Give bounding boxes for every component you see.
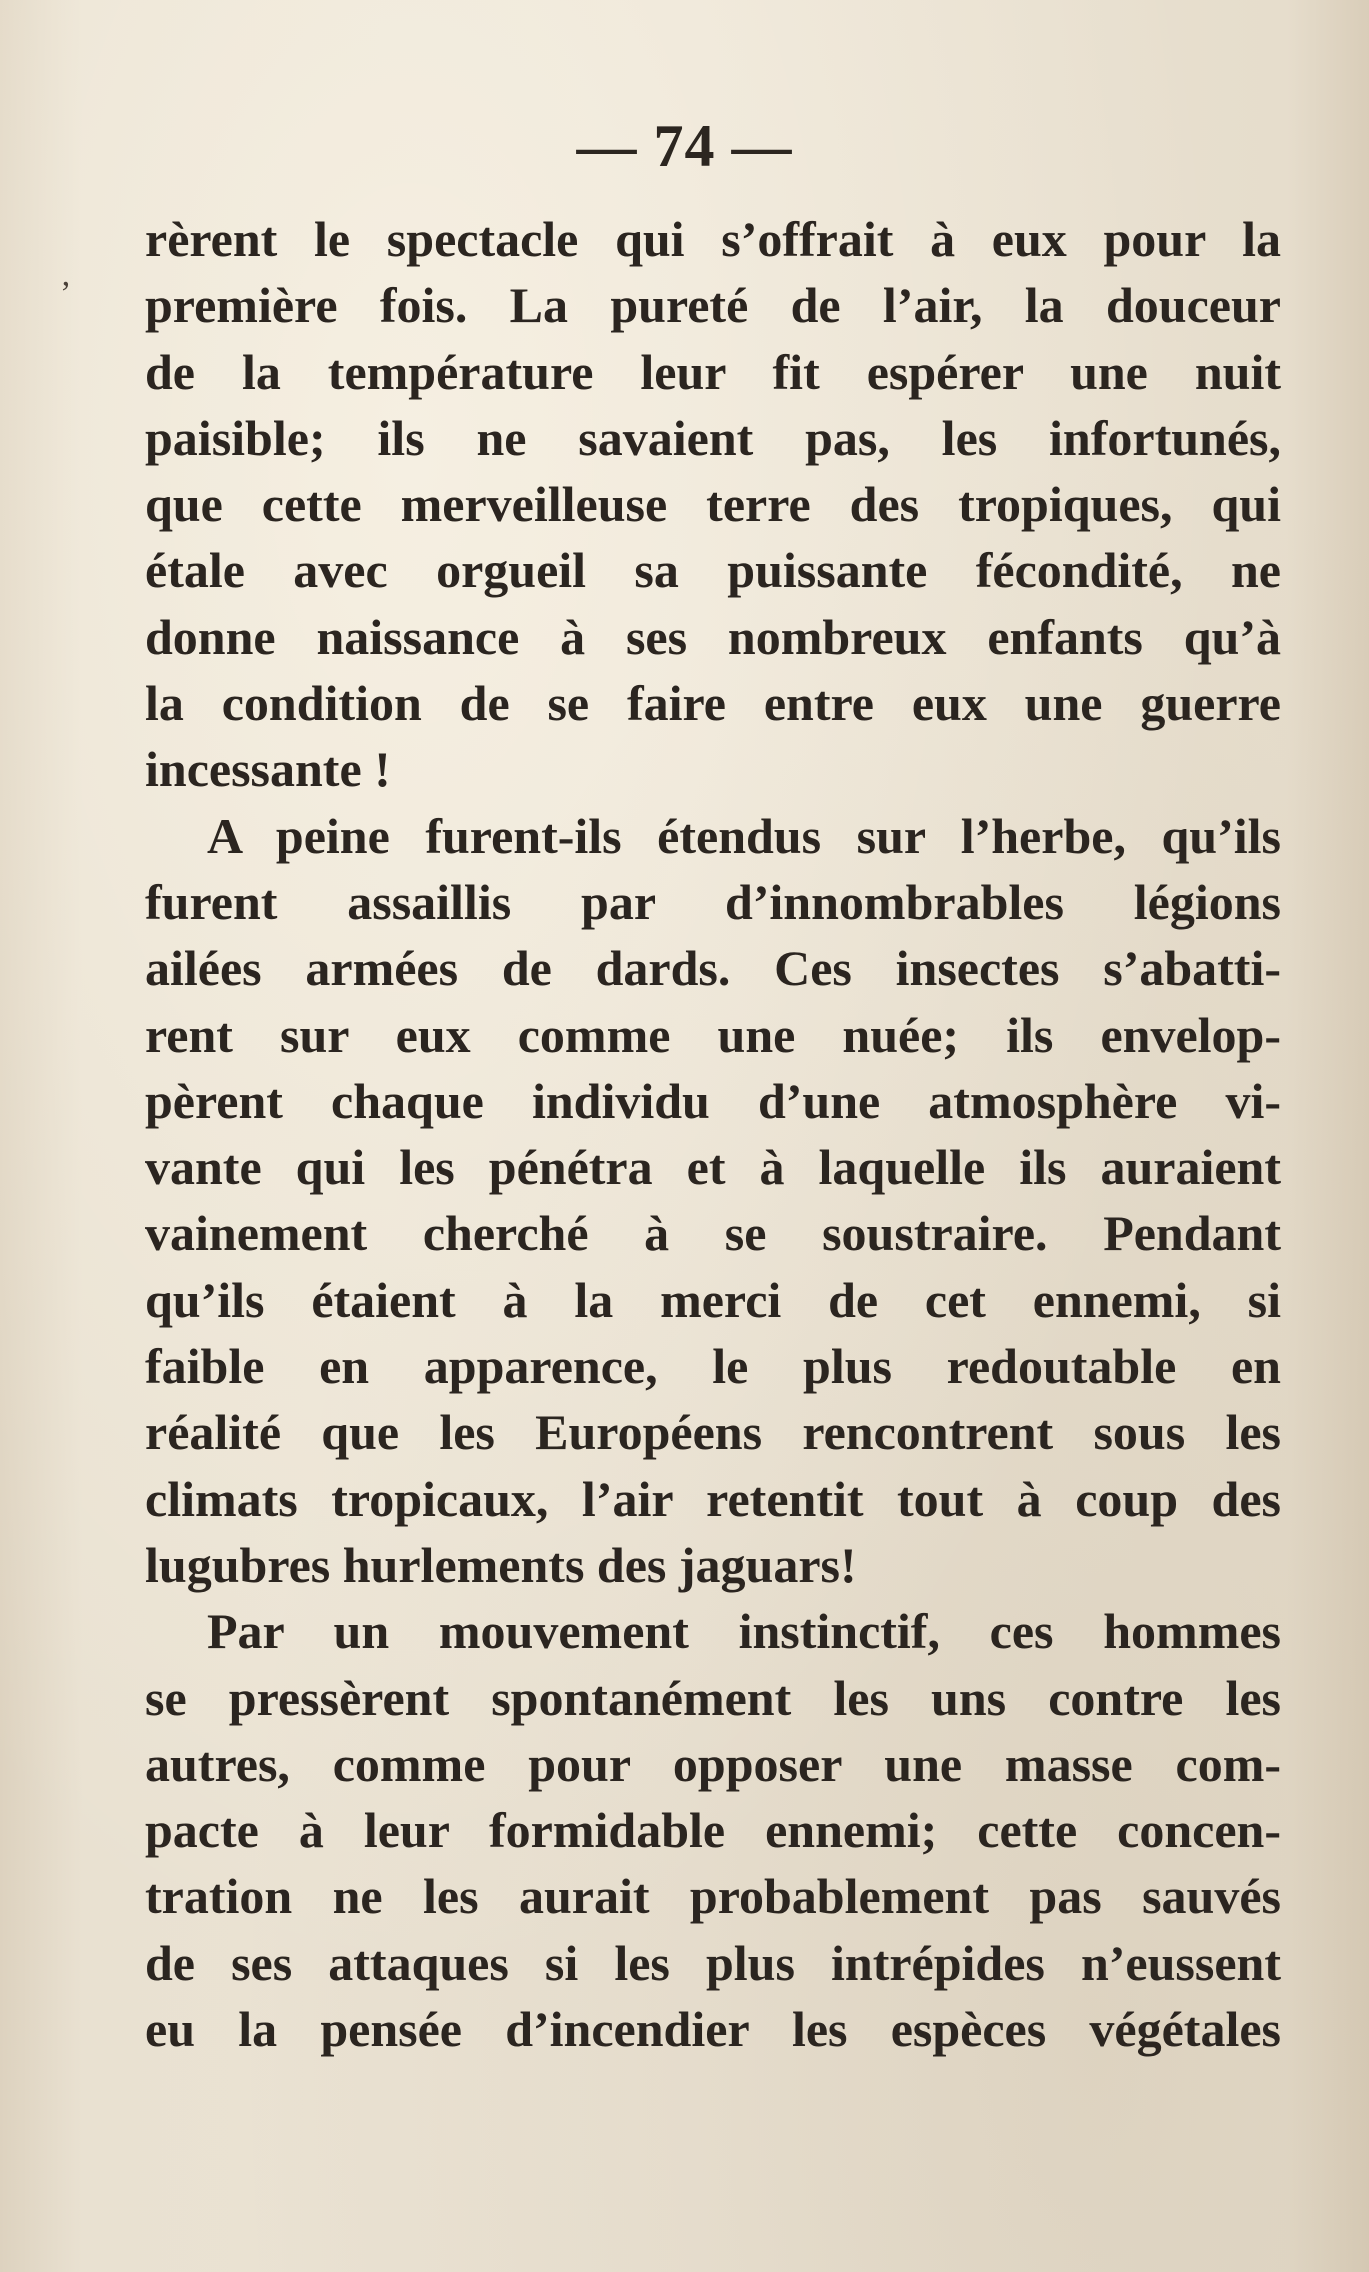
text-line: se pressèrent spontanément les uns contre les [145, 1669, 1281, 1726]
text-line: lugubres hurlements des jaguars! [145, 1536, 857, 1593]
text-line: première fois. La pureté de l’air, la douceur [145, 277, 1281, 334]
text-line: A peine furent-ils étendus sur l’herbe, qu’ils [207, 807, 1281, 864]
text-line: de ses attaques si les plus intrépides n’eussent [145, 1934, 1281, 1991]
text-line: donne naissance à ses nombreux enfants qu’à [145, 608, 1281, 665]
text-line: vainement cherché à se soustraire. Pendant [145, 1205, 1281, 1262]
text-line: pèrent chaque individu d’une atmosphère vi- [145, 1072, 1281, 1129]
text-line: étale avec orgueil sa puissante fécondité, ne [145, 542, 1281, 599]
text-line: vante qui les pénétra et à laquelle ils auraient [145, 1139, 1281, 1196]
text-line: climats tropicaux, l’air retentit tout à coup des [145, 1470, 1281, 1527]
text-line: faible en apparence, le plus redoutable en [145, 1338, 1281, 1395]
text-line: de la température leur fit espérer une nuit [145, 343, 1281, 400]
body-text [145, 206, 1281, 2062]
text-line: que cette merveilleuse terre des tropiques, qui [145, 476, 1281, 533]
text-line: furent assaillis par d’innombrables légions [145, 873, 1281, 930]
text-line: la condition de se faire entre eux une guerre [145, 675, 1281, 732]
margin-mark: ’ [60, 275, 72, 312]
page-number: — 74 — [576, 113, 793, 179]
text-line: pacte à leur formidable ennemi; cette concen- [145, 1802, 1281, 1859]
text-line: ailées armées de dards. Ces insectes s’abatti- [145, 940, 1281, 997]
text-line: rèrent le spectacle qui s’offrait à eux pour la [145, 211, 1281, 267]
text-line: incessante ! [145, 741, 391, 798]
text-line: rent sur eux comme une nuée; ils envelop- [145, 1006, 1281, 1063]
text-line: eu la pensée d’incendier les espèces végétales [145, 2001, 1281, 2058]
text-line: Par un mouvement instinctif, ces hommes [207, 1603, 1281, 1660]
text-line: qu’ils étaient à la merci de cet ennemi, si [145, 1271, 1281, 1328]
text-line: tration ne les aurait probablement pas sauvés [145, 1868, 1281, 1925]
text-line: réalité que les Européens rencontrent sous les [145, 1404, 1281, 1461]
text-line: autres, comme pour opposer une masse com- [145, 1735, 1281, 1792]
text-line: paisible; ils ne savaient pas, les infortunés, [145, 409, 1281, 466]
